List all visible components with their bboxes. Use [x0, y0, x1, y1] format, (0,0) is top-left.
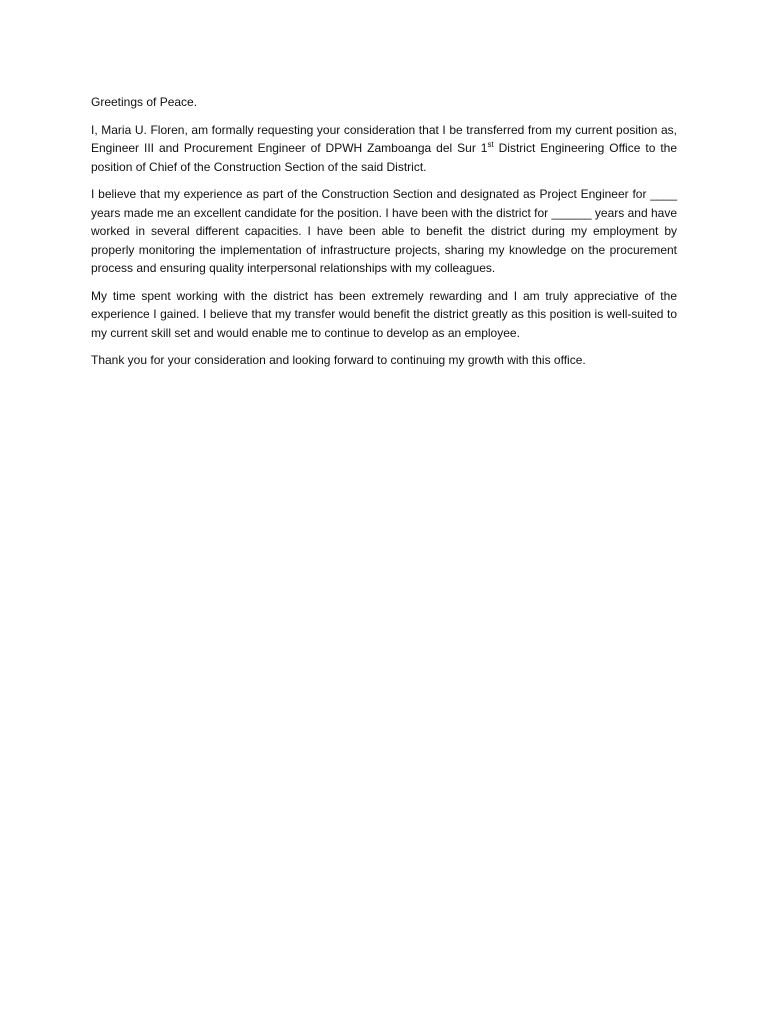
- paragraph-appreciation: My time spent working with the district has been extremely rewarding and I am truly appreciative of the experience I gained. I believe that my transfer would benefit the district greatly as this position is well-suited to my current skill set and would enable me to continue to develop as an employee.: [91, 288, 677, 340]
- paragraph-experience: I believe that my experience as part of the Construction Section and designated as Project Engineer for ____ years made me an excellent candidate for the position. I have been with the district for ______ years and have worked in several different capacities. I have been able to benefit the district during my employment by properly monitoring the implementation of infrastructure projects, sharing my knowledge on the procurement process and ensuring quality interpersonal relationships with my colleagues.: [91, 187, 677, 275]
- paragraph-transfer-request-text: I, Maria U. Floren, am formally requesting your consideration that I be transferred from my current position as, Engineer III and Procurement Engineer of DPWH Zamboanga del Sur 1: [91, 122, 677, 155]
- letter-body: [91, 93, 677, 379]
- paragraph-closing: Thank you for your consideration and looking forward to continuing my growth with this office.: [91, 353, 586, 367]
- paragraph-transfer-request: [91, 121, 677, 177]
- greeting: Greetings of Peace.: [91, 95, 198, 109]
- paragraph-transfer-request-text-end: District Engineering Office to the position of Chief of the Construction Section of the said District.: [91, 141, 678, 174]
- ordinal-suffix: st: [487, 140, 494, 149]
